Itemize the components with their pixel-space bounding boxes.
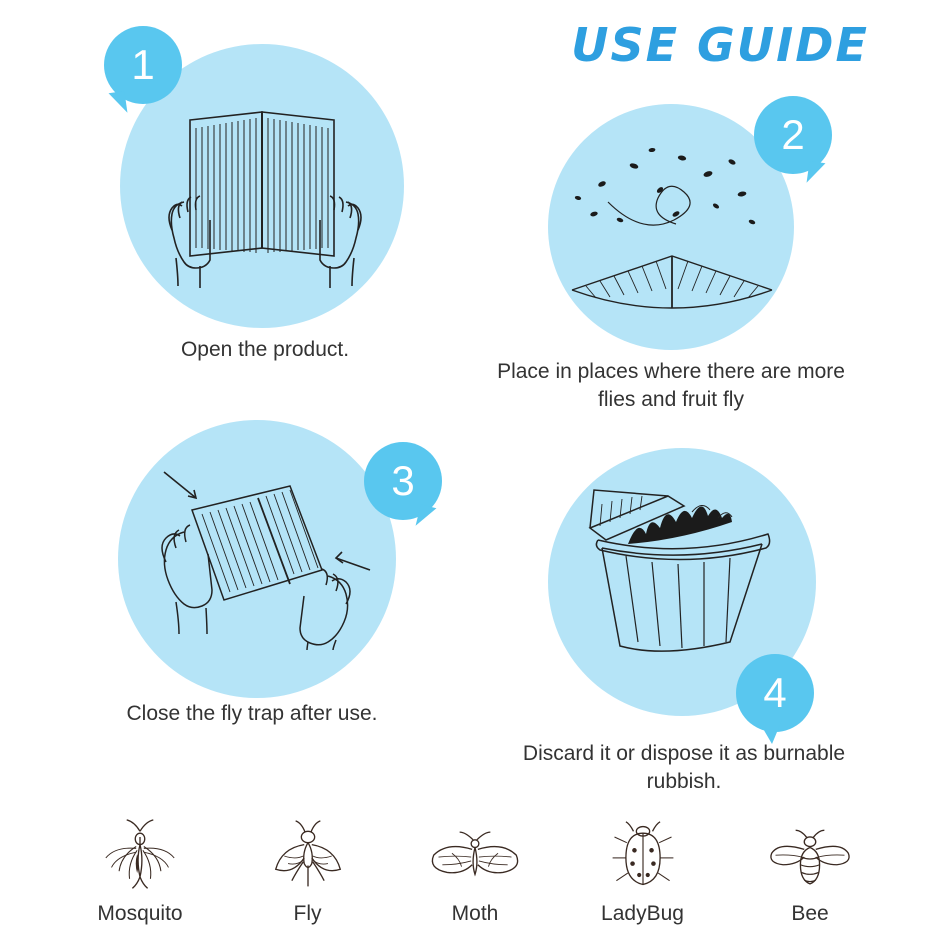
pest-label: Bee (791, 902, 829, 925)
step-1-caption: Open the product. (180, 338, 350, 361)
step-1-illustration (150, 80, 380, 290)
pest-label: LadyBug (601, 902, 684, 925)
bee-icon (764, 818, 856, 894)
list-item (395, 818, 555, 926)
ladybug-icon (604, 818, 682, 894)
step-3-caption: Close the fly trap after use. (126, 702, 378, 725)
step-2-badge: 2 (754, 96, 832, 174)
pest-label: Moth (451, 902, 499, 925)
step-2-illustration (556, 140, 788, 320)
list-item (730, 818, 890, 926)
step-3-illustration (140, 450, 380, 650)
pest-list (60, 806, 890, 926)
step-2-caption: Place in places where there are more flies and fruit fly (497, 360, 845, 411)
page-title: USE GUIDE (571, 18, 869, 72)
step-4-illustration (572, 470, 794, 660)
step-3-badge: 3 (364, 442, 442, 520)
pest-label: Fly (293, 902, 322, 925)
moth-icon (427, 818, 523, 894)
pest-label: Mosquito (97, 902, 183, 925)
mosquito-icon (97, 818, 183, 894)
step-1-badge: 1 (104, 26, 182, 104)
step-4-caption: Discard it or dispose it as burnable rubbish. (522, 742, 846, 793)
list-item (228, 818, 388, 926)
fly-icon (265, 818, 351, 894)
list-item (60, 818, 220, 926)
step-4-badge: 4 (736, 654, 814, 732)
list-item (563, 818, 723, 926)
